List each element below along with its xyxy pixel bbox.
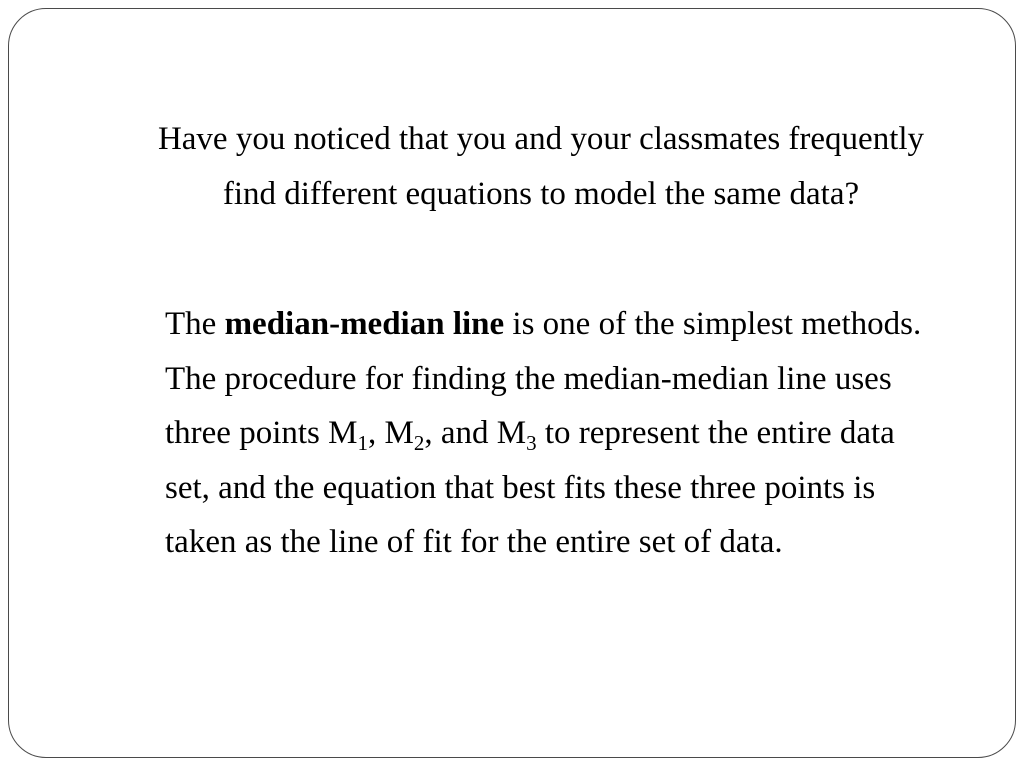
intro-text-after: is one of the simplest methods. (504, 306, 922, 342)
term-median-median-line: median-median line (224, 306, 505, 342)
procedure-text-4: to represent the entire data set, and the equation that best fits these three points is taken as the line of fit for the entire set of data. (165, 415, 895, 560)
slide-body (165, 297, 945, 570)
intro-text-before: The (165, 306, 225, 342)
subscript-2: 2 (413, 431, 425, 455)
slide-frame (8, 8, 1016, 758)
slide-heading: Have you noticed that you and your classmates frequently find different equations to model the same data? (157, 121, 925, 212)
subscript-1: 1 (357, 431, 368, 455)
paragraph-intro (165, 297, 945, 352)
paragraph-procedure (165, 352, 945, 570)
procedure-text-3: , and M (424, 415, 527, 451)
procedure-text-1: The procedure for finding the median-median line uses three points M (165, 360, 892, 451)
procedure-text-2: , M (367, 415, 414, 451)
subscript-3: 3 (526, 431, 537, 455)
